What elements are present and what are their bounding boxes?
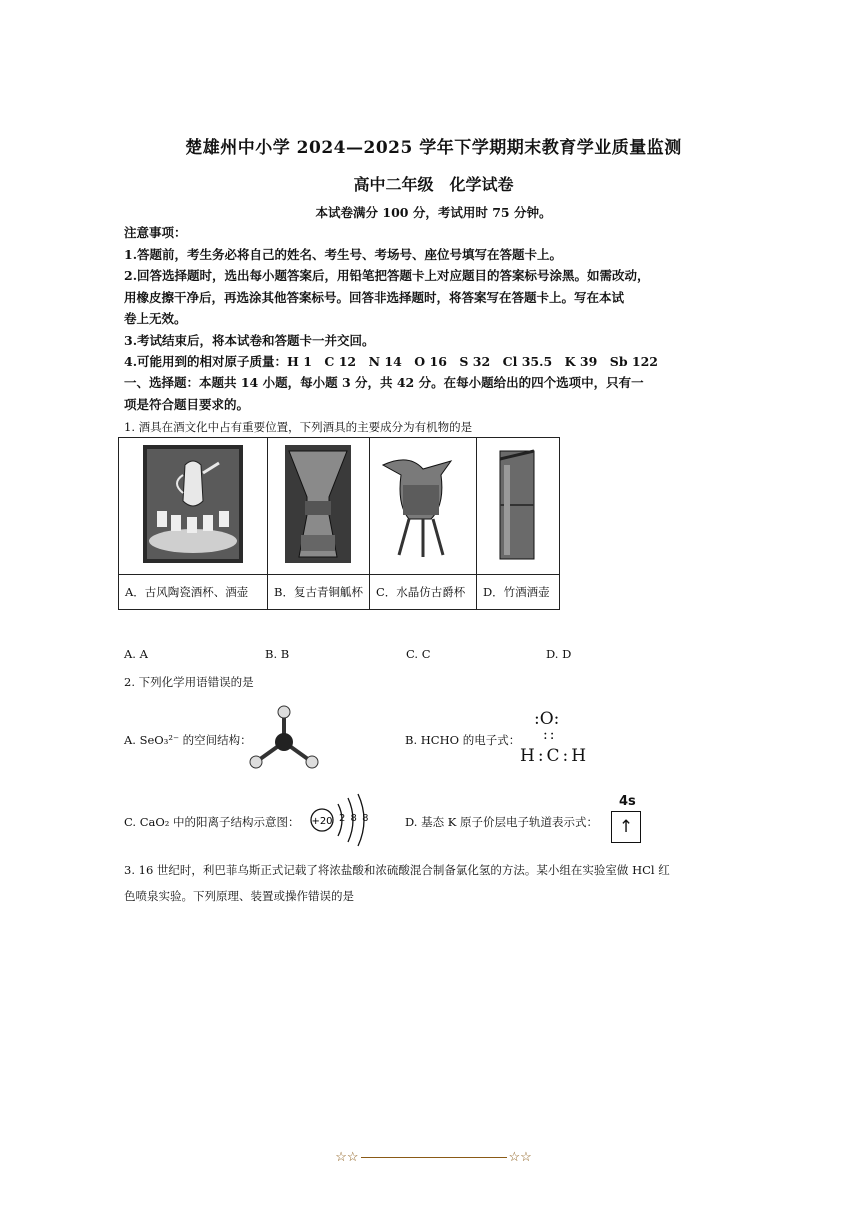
q3-line1: 3. 16 世纪时，利巴菲乌斯正式记载了将浓盐酸和浓硫酸混合制备氯化氢的方法。某小组在实验室做 HCl 红: [124, 863, 670, 877]
q2-option-b: B. HCHO 的电子式：: [405, 733, 521, 747]
trigonal-structure-model-icon: [246, 704, 320, 772]
q2-option-d: D. 基态 K 原子价层电子轨道表示式：: [405, 815, 599, 829]
q1-choice-a: A. A: [124, 647, 148, 661]
exam-subtitle: 高中二年级 化学试卷: [353, 175, 514, 194]
q1-label-d: D．竹酒酒壶: [476, 575, 559, 610]
nucleus-charge-label: +20: [311, 816, 333, 827]
score-note: 本试卷满分 100 分，考试用时 75 分钟。: [315, 205, 552, 220]
shell-electron-counts: 2 8 8: [339, 813, 369, 824]
q1-image-d: [476, 438, 559, 575]
notes-heading: 注意事项：: [124, 225, 187, 240]
footer-right-stars: ☆☆: [508, 1150, 532, 1165]
notes-item: 3.考试结束后，将本试卷和答题卡一并交回。: [124, 333, 375, 348]
notes-item: 4.可能用到的相对原子质量：H 1 C 12 N 14 O 16 S 32 Cl 35.5 K 39 Sb 122: [124, 354, 659, 369]
crystal-jue-cup-image: [379, 445, 467, 563]
q1-label-b: B．复古青铜觚杯: [268, 575, 370, 610]
q2-option-c: C. CaO₂ 中的阳离子结构示意图：: [124, 815, 300, 829]
q1-image-c: [369, 438, 476, 575]
notes-item: 1.答题前，考生务必将自己的姓名、考生号、考场号、座位号填写在答题卡上。: [124, 247, 563, 262]
exam-title: 楚雄州中小学 2024—2025 学年下学期期末教育学业质量监测: [185, 138, 682, 158]
lewis-bottom: H:C:H: [520, 746, 590, 766]
footer-ornament: [0, 1150, 867, 1165]
bronze-cup-image: [285, 445, 351, 563]
footer-rule: [361, 1157, 507, 1158]
q1-label-c: C．水晶仿古爵杯: [369, 575, 476, 610]
notes-item: 用橡皮擦干净后，再选涂其他答案标号。回答非选择题时，将答案写在答题卡上。写在本试: [124, 290, 625, 305]
ceramic-wine-set-image: [143, 445, 243, 563]
q1-image-a: [119, 438, 268, 575]
q1-stem: 1. 酒具在酒文化中占有重要位置，下列酒具的主要成分为有机物的是: [124, 420, 473, 434]
section-heading-line1: 一、选择题：本题共 14 小题，每小题 3 分，共 42 分。在每小题给出的四个选项中，只有一: [124, 375, 644, 390]
q1-choice-b: B. B: [265, 647, 290, 661]
q3-line2: 色喷泉实验。下列原理、装置或操作错误的是: [124, 889, 354, 903]
q2-stem: 2. 下列化学用语错误的是: [124, 675, 254, 689]
q2-option-a: A. SeO₃²⁻ 的空间结构：: [124, 733, 252, 747]
lewis-mid: ::: [543, 727, 557, 743]
footer-left-stars: ☆☆: [335, 1150, 359, 1165]
q1-option-table: [118, 437, 560, 610]
notes-item: 2.回答选择题时，选出每小题答案后，用铅笔把答题卡上对应题目的答案标号涂黑。如需改动，: [124, 268, 650, 283]
lewis-top: :O:: [534, 709, 560, 729]
q1-choice-d: D. D: [546, 647, 572, 661]
q1-label-a: A．古风陶瓷酒杯、酒壶: [119, 575, 268, 610]
notes-item: 卷上无效。: [124, 311, 187, 326]
bamboo-wine-pot-image: [496, 445, 540, 563]
q1-image-b: [268, 438, 370, 575]
section-heading-line2: 项是符合题目要求的。: [124, 397, 250, 412]
orbital-label: 4s: [619, 794, 636, 809]
q1-choice-c: C. C: [406, 647, 431, 661]
orbital-box: ↑: [611, 811, 641, 843]
